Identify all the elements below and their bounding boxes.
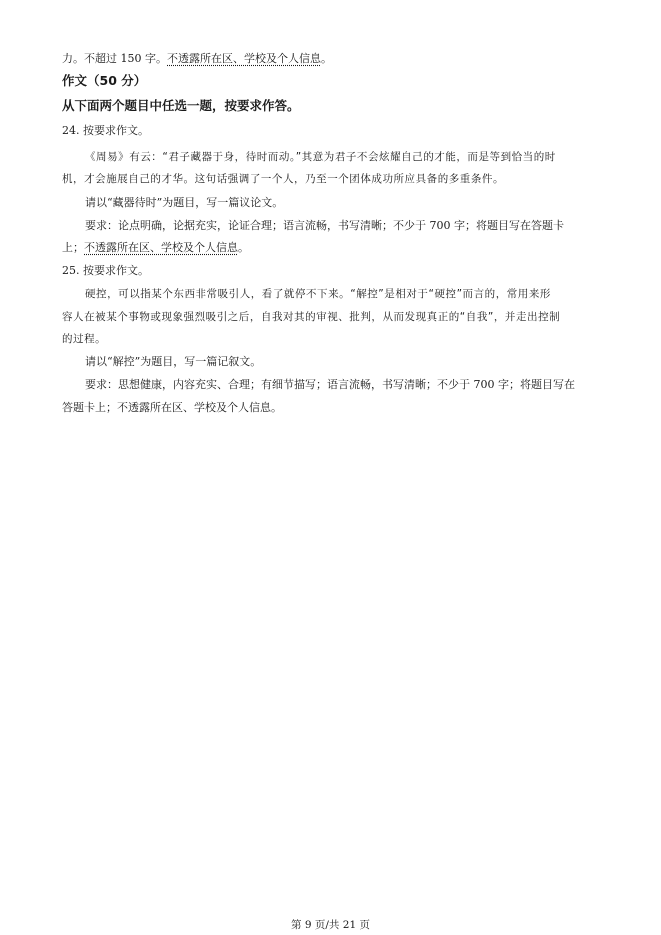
question-25-material-line-3: 的过程。 — [62, 333, 107, 345]
dotted-emphasis-text: 不透露所在区、学校及个人信息 — [84, 241, 238, 254]
question-25-material-line-2: 容人在被某个事物或现象强烈吸引之后，自我对其的审视、批判，从而发现真正的“自我”，并走出控制 — [62, 311, 561, 323]
text-segment: 力。不超过 150 字。 — [62, 52, 167, 65]
dotted-emphasis-text: 不透露所在区、学校及个人信息 — [167, 52, 321, 65]
question-25-requirements-line-1: 要求：思想健康，内容充实、合理；有细节描写；语言流畅，书写清晰；不少于 700 字；将题目写在 — [85, 378, 575, 391]
question-24-requirements-line-1: 要求：论点明确，论据充实，论证合理；语言流畅，书写清晰；不少于 700 字；将题目写在答题卡 — [85, 219, 564, 232]
prev-question-tail — [62, 52, 332, 66]
text-segment: 。 — [321, 52, 332, 65]
text-segment: 。 — [238, 241, 249, 254]
question-25-title: 25. 按要求作文。 — [62, 264, 149, 277]
question-25-material-line-1: 硬控，可以指某个东西非常吸引人，看了就停不下来。“解控”是相对于“硬控”而言的，常用来形 — [85, 288, 551, 300]
question-24-task: 请以“藏器待时”为题目，写一篇议论文。 — [85, 196, 284, 209]
text-segment: 上； — [62, 241, 84, 254]
page-number-footer: 第 9 页/共 21 页 — [291, 919, 370, 931]
section-heading: 作文（50 分） — [62, 73, 147, 88]
section-instruction: 从下面两个题目中任选一题，按要求作答。 — [62, 98, 300, 113]
question-24-requirements-line-2 — [62, 241, 249, 255]
question-24-material-line-1: 《周易》有云：“君子藏器于身，待时而动。”其意为君子不会炫耀自己的才能，而是等到恰当的时 — [85, 151, 556, 163]
question-25-task: 请以“解控”为题目，写一篇记叙文。 — [85, 355, 262, 368]
question-24-material-line-2: 机，才会施展自己的才华。这句话强调了一个人，乃至一个团体成功所应具备的多重条件。 — [62, 173, 504, 185]
question-25-requirements-line-2: 答题卡上；不透露所在区、学校及个人信息。 — [62, 401, 282, 414]
question-24-title: 24. 按要求作文。 — [62, 124, 149, 137]
